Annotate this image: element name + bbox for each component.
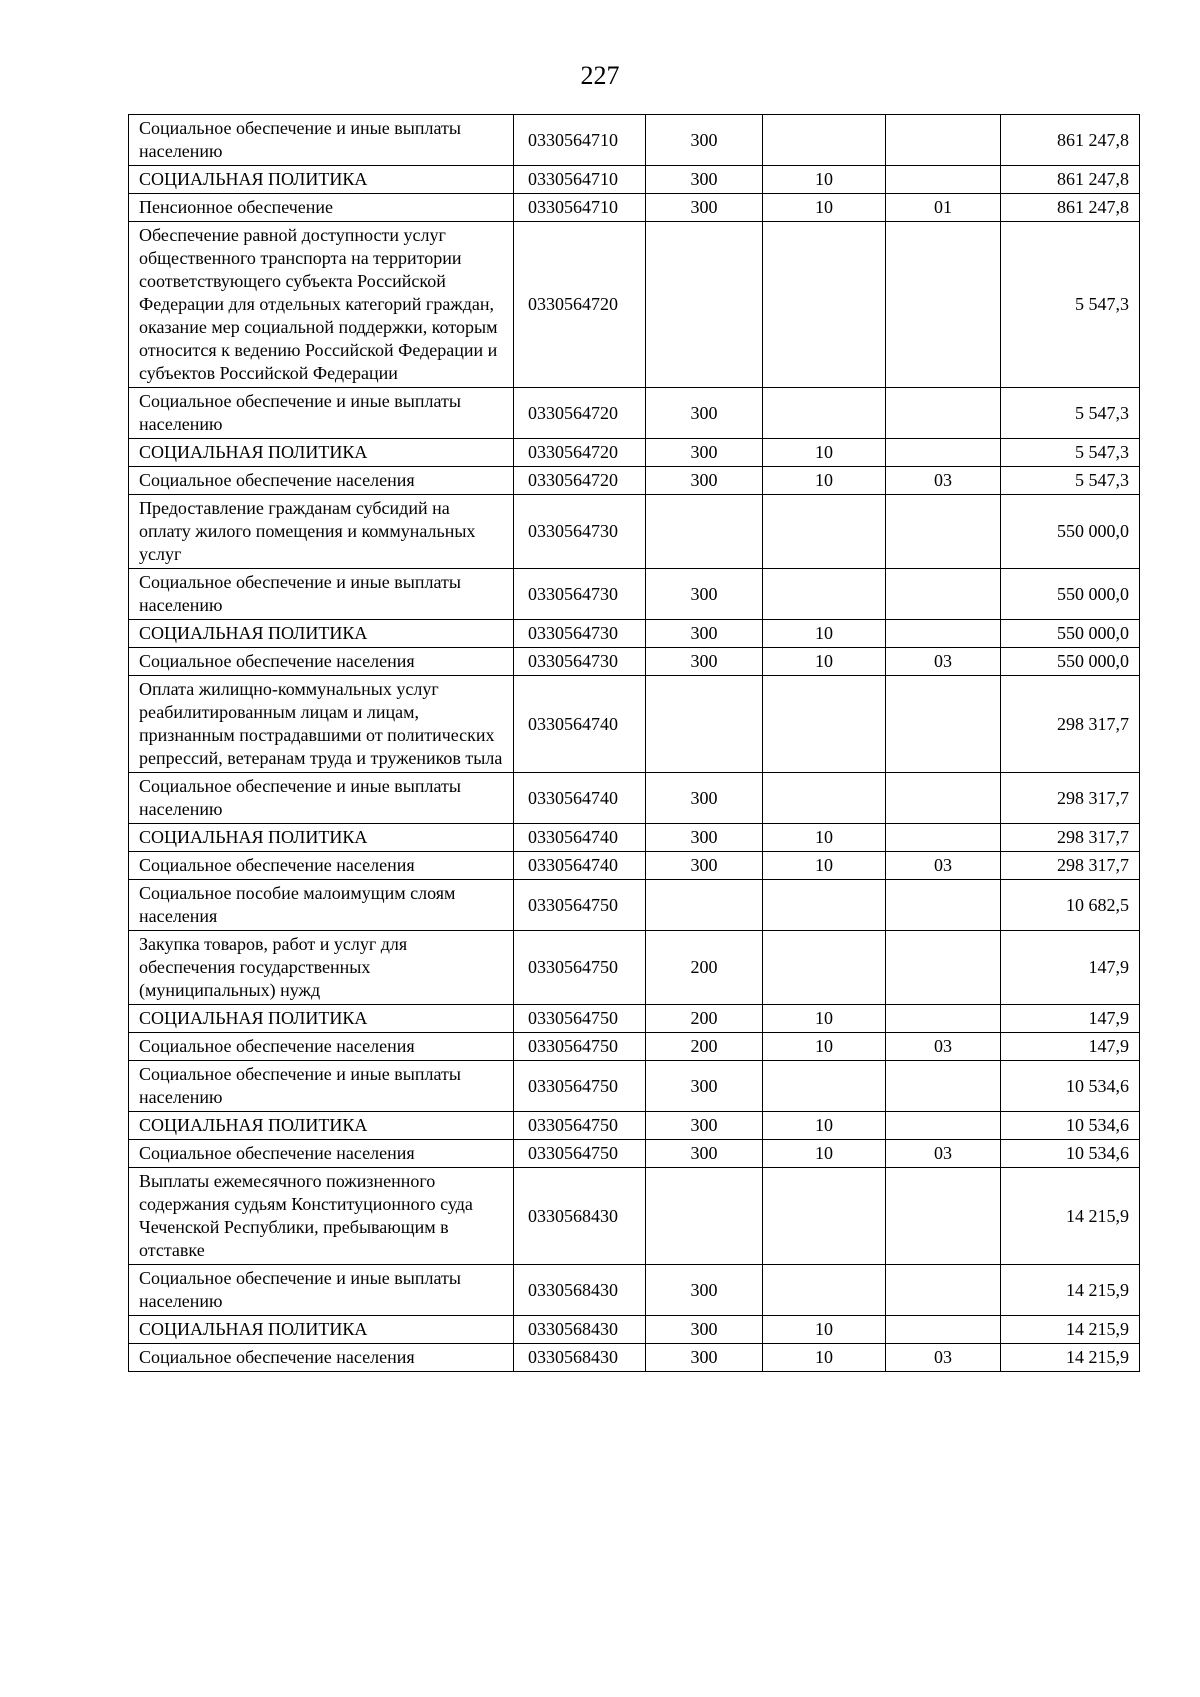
amount-cell: 10 682,5 — [1001, 880, 1140, 931]
expense-type-cell: 300 — [646, 620, 763, 648]
amount-cell: 14 215,9 — [1001, 1168, 1140, 1265]
subsection-cell — [886, 495, 1001, 569]
amount-cell: 861 247,8 — [1001, 194, 1140, 222]
subsection-cell — [886, 439, 1001, 467]
amount-cell: 298 317,7 — [1001, 852, 1140, 880]
amount-cell: 5 547,3 — [1001, 222, 1140, 388]
target-article-cell: 0330564720 — [514, 467, 646, 495]
expense-type-cell — [646, 222, 763, 388]
table-row — [129, 1140, 1140, 1168]
amount-cell: 861 247,8 — [1001, 166, 1140, 194]
subsection-cell — [886, 931, 1001, 1005]
target-article-cell: 0330564720 — [514, 388, 646, 439]
table-row — [129, 222, 1140, 388]
expense-type-cell: 300 — [646, 569, 763, 620]
section-cell — [763, 495, 886, 569]
subsection-cell — [886, 1168, 1001, 1265]
target-article-cell: 0330568430 — [514, 1316, 646, 1344]
subsection-cell: 01 — [886, 194, 1001, 222]
expense-type-cell: 300 — [646, 773, 763, 824]
target-article-cell: 0330568430 — [514, 1265, 646, 1316]
section-cell — [763, 222, 886, 388]
table-row — [129, 1112, 1140, 1140]
target-article-cell: 0330564750 — [514, 880, 646, 931]
section-cell: 10 — [763, 439, 886, 467]
table-row — [129, 1033, 1140, 1061]
table-row — [129, 931, 1140, 1005]
row-name-cell: Социальное обеспечение населения — [129, 852, 514, 880]
subsection-cell — [886, 676, 1001, 773]
expense-type-cell: 300 — [646, 824, 763, 852]
row-name-cell: СОЦИАЛЬНАЯ ПОЛИТИКА — [129, 439, 514, 467]
row-name-cell: Обеспечение равной доступности услуг общественного транспорта на территории соответствующего субъекта Российской Федерации для отдельных категорий граждан, оказание мер социальной поддержки, которым относится к ведению Российской Федерации и субъектов Российской Федерации — [129, 222, 514, 388]
expense-type-cell — [646, 495, 763, 569]
section-cell: 10 — [763, 620, 886, 648]
amount-cell: 5 547,3 — [1001, 388, 1140, 439]
expense-type-cell: 200 — [646, 1005, 763, 1033]
table-row — [129, 1005, 1140, 1033]
expense-type-cell: 300 — [646, 166, 763, 194]
amount-cell: 861 247,8 — [1001, 115, 1140, 166]
expense-type-cell — [646, 880, 763, 931]
section-cell: 10 — [763, 194, 886, 222]
subsection-cell — [886, 166, 1001, 194]
section-cell: 10 — [763, 1316, 886, 1344]
target-article-cell: 0330568430 — [514, 1168, 646, 1265]
section-cell — [763, 1061, 886, 1112]
expense-type-cell: 300 — [646, 115, 763, 166]
expense-type-cell: 300 — [646, 388, 763, 439]
table-body — [129, 115, 1140, 1372]
table-row — [129, 467, 1140, 495]
section-cell: 10 — [763, 1344, 886, 1372]
target-article-cell: 0330564750 — [514, 1061, 646, 1112]
budget-table — [128, 114, 1140, 1372]
amount-cell: 147,9 — [1001, 1005, 1140, 1033]
subsection-cell: 03 — [886, 1344, 1001, 1372]
subsection-cell: 03 — [886, 1033, 1001, 1061]
section-cell — [763, 569, 886, 620]
section-cell — [763, 115, 886, 166]
row-name-cell: Социальное обеспечение населения — [129, 1140, 514, 1168]
table-row — [129, 495, 1140, 569]
expense-type-cell: 300 — [646, 194, 763, 222]
subsection-cell — [886, 115, 1001, 166]
table-row — [129, 439, 1140, 467]
expense-type-cell: 300 — [646, 439, 763, 467]
amount-cell: 147,9 — [1001, 931, 1140, 1005]
target-article-cell: 0330564750 — [514, 1140, 646, 1168]
target-article-cell: 0330564750 — [514, 1112, 646, 1140]
target-article-cell: 0330564720 — [514, 439, 646, 467]
table-row — [129, 1061, 1140, 1112]
row-name-cell: Выплаты ежемесячного пожизненного содержания судьям Конституционного суда Чеченской Республики, пребывающим в отставке — [129, 1168, 514, 1265]
table-row — [129, 648, 1140, 676]
target-article-cell: 0330564740 — [514, 773, 646, 824]
target-article-cell: 0330564710 — [514, 194, 646, 222]
subsection-cell — [886, 1005, 1001, 1033]
amount-cell: 550 000,0 — [1001, 648, 1140, 676]
amount-cell: 10 534,6 — [1001, 1112, 1140, 1140]
section-cell — [763, 931, 886, 1005]
expense-type-cell: 300 — [646, 852, 763, 880]
table-row — [129, 852, 1140, 880]
subsection-cell — [886, 824, 1001, 852]
amount-cell: 10 534,6 — [1001, 1061, 1140, 1112]
row-name-cell: СОЦИАЛЬНАЯ ПОЛИТИКА — [129, 824, 514, 852]
section-cell: 10 — [763, 1112, 886, 1140]
table-row — [129, 1265, 1140, 1316]
subsection-cell — [886, 388, 1001, 439]
amount-cell: 14 215,9 — [1001, 1265, 1140, 1316]
row-name-cell: Предоставление гражданам субсидий на оплату жилого помещения и коммунальных услуг — [129, 495, 514, 569]
amount-cell: 550 000,0 — [1001, 620, 1140, 648]
row-name-cell: Закупка товаров, работ и услуг для обеспечения государственных (муниципальных) нужд — [129, 931, 514, 1005]
row-name-cell: СОЦИАЛЬНАЯ ПОЛИТИКА — [129, 1112, 514, 1140]
subsection-cell — [886, 620, 1001, 648]
table-row — [129, 1316, 1140, 1344]
target-article-cell: 0330564710 — [514, 166, 646, 194]
target-article-cell: 0330564750 — [514, 931, 646, 1005]
section-cell: 10 — [763, 648, 886, 676]
subsection-cell — [886, 773, 1001, 824]
amount-cell: 14 215,9 — [1001, 1344, 1140, 1372]
subsection-cell — [886, 1112, 1001, 1140]
expense-type-cell: 300 — [646, 467, 763, 495]
section-cell: 10 — [763, 1033, 886, 1061]
row-name-cell: Социальное обеспечение населения — [129, 467, 514, 495]
section-cell — [763, 1168, 886, 1265]
subsection-cell — [886, 1061, 1001, 1112]
expense-type-cell: 300 — [646, 1316, 763, 1344]
row-name-cell: Социальное обеспечение населения — [129, 1344, 514, 1372]
section-cell: 10 — [763, 1140, 886, 1168]
row-name-cell: СОЦИАЛЬНАЯ ПОЛИТИКА — [129, 1005, 514, 1033]
subsection-cell: 03 — [886, 852, 1001, 880]
section-cell: 10 — [763, 467, 886, 495]
table-row — [129, 194, 1140, 222]
section-cell: 10 — [763, 824, 886, 852]
section-cell: 10 — [763, 1005, 886, 1033]
row-name-cell: Оплата жилищно-коммунальных услуг реабилитированным лицам и лицам, признанным пострадавшими от политических репрессий, ветеранам труда и тружеников тыла — [129, 676, 514, 773]
expense-type-cell: 300 — [646, 1265, 763, 1316]
expense-type-cell: 300 — [646, 1140, 763, 1168]
amount-cell: 147,9 — [1001, 1033, 1140, 1061]
subsection-cell — [886, 1265, 1001, 1316]
row-name-cell: Социальное обеспечение и иные выплаты населению — [129, 115, 514, 166]
expense-type-cell: 300 — [646, 1112, 763, 1140]
target-article-cell: 0330564730 — [514, 648, 646, 676]
row-name-cell: Социальное обеспечение и иные выплаты населению — [129, 388, 514, 439]
section-cell — [763, 676, 886, 773]
section-cell — [763, 1265, 886, 1316]
row-name-cell: Социальное пособие малоимущим слоям населения — [129, 880, 514, 931]
expense-type-cell — [646, 1168, 763, 1265]
expense-type-cell — [646, 676, 763, 773]
amount-cell: 5 547,3 — [1001, 439, 1140, 467]
row-name-cell: СОЦИАЛЬНАЯ ПОЛИТИКА — [129, 1316, 514, 1344]
expense-type-cell: 200 — [646, 931, 763, 1005]
amount-cell: 5 547,3 — [1001, 467, 1140, 495]
row-name-cell: Пенсионное обеспечение — [129, 194, 514, 222]
expense-type-cell: 300 — [646, 648, 763, 676]
amount-cell: 298 317,7 — [1001, 676, 1140, 773]
row-name-cell: Социальное обеспечение населения — [129, 1033, 514, 1061]
table-row — [129, 1168, 1140, 1265]
subsection-cell: 03 — [886, 467, 1001, 495]
table-row — [129, 388, 1140, 439]
subsection-cell — [886, 880, 1001, 931]
section-cell: 10 — [763, 166, 886, 194]
target-article-cell: 0330564740 — [514, 852, 646, 880]
target-article-cell: 0330564730 — [514, 620, 646, 648]
section-cell: 10 — [763, 852, 886, 880]
target-article-cell: 0330564740 — [514, 824, 646, 852]
target-article-cell: 0330564730 — [514, 495, 646, 569]
table-row — [129, 1344, 1140, 1372]
page-number: 227 — [580, 61, 620, 90]
section-cell — [763, 773, 886, 824]
row-name-cell: СОЦИАЛЬНАЯ ПОЛИТИКА — [129, 166, 514, 194]
target-article-cell: 0330564750 — [514, 1033, 646, 1061]
table-row — [129, 824, 1140, 852]
table-row — [129, 676, 1140, 773]
subsection-cell — [886, 1316, 1001, 1344]
table-row — [129, 773, 1140, 824]
subsection-cell — [886, 222, 1001, 388]
target-article-cell: 0330564750 — [514, 1005, 646, 1033]
row-name-cell: СОЦИАЛЬНАЯ ПОЛИТИКА — [129, 620, 514, 648]
subsection-cell: 03 — [886, 1140, 1001, 1168]
expense-type-cell: 300 — [646, 1061, 763, 1112]
target-article-cell: 0330568430 — [514, 1344, 646, 1372]
table-row — [129, 569, 1140, 620]
amount-cell: 298 317,7 — [1001, 773, 1140, 824]
expense-type-cell: 200 — [646, 1033, 763, 1061]
table-row — [129, 166, 1140, 194]
row-name-cell: Социальное обеспечение и иные выплаты населению — [129, 1265, 514, 1316]
amount-cell: 550 000,0 — [1001, 495, 1140, 569]
amount-cell: 550 000,0 — [1001, 569, 1140, 620]
amount-cell: 10 534,6 — [1001, 1140, 1140, 1168]
section-cell — [763, 388, 886, 439]
amount-cell: 298 317,7 — [1001, 824, 1140, 852]
subsection-cell: 03 — [886, 648, 1001, 676]
row-name-cell: Социальное обеспечение населения — [129, 648, 514, 676]
expense-type-cell: 300 — [646, 1344, 763, 1372]
target-article-cell: 0330564730 — [514, 569, 646, 620]
target-article-cell: 0330564710 — [514, 115, 646, 166]
row-name-cell: Социальное обеспечение и иные выплаты населению — [129, 773, 514, 824]
amount-cell: 14 215,9 — [1001, 1316, 1140, 1344]
row-name-cell: Социальное обеспечение и иные выплаты населению — [129, 569, 514, 620]
table-row — [129, 115, 1140, 166]
subsection-cell — [886, 569, 1001, 620]
table-row — [129, 880, 1140, 931]
row-name-cell: Социальное обеспечение и иные выплаты населению — [129, 1061, 514, 1112]
target-article-cell: 0330564720 — [514, 222, 646, 388]
section-cell — [763, 880, 886, 931]
target-article-cell: 0330564740 — [514, 676, 646, 773]
table-row — [129, 620, 1140, 648]
